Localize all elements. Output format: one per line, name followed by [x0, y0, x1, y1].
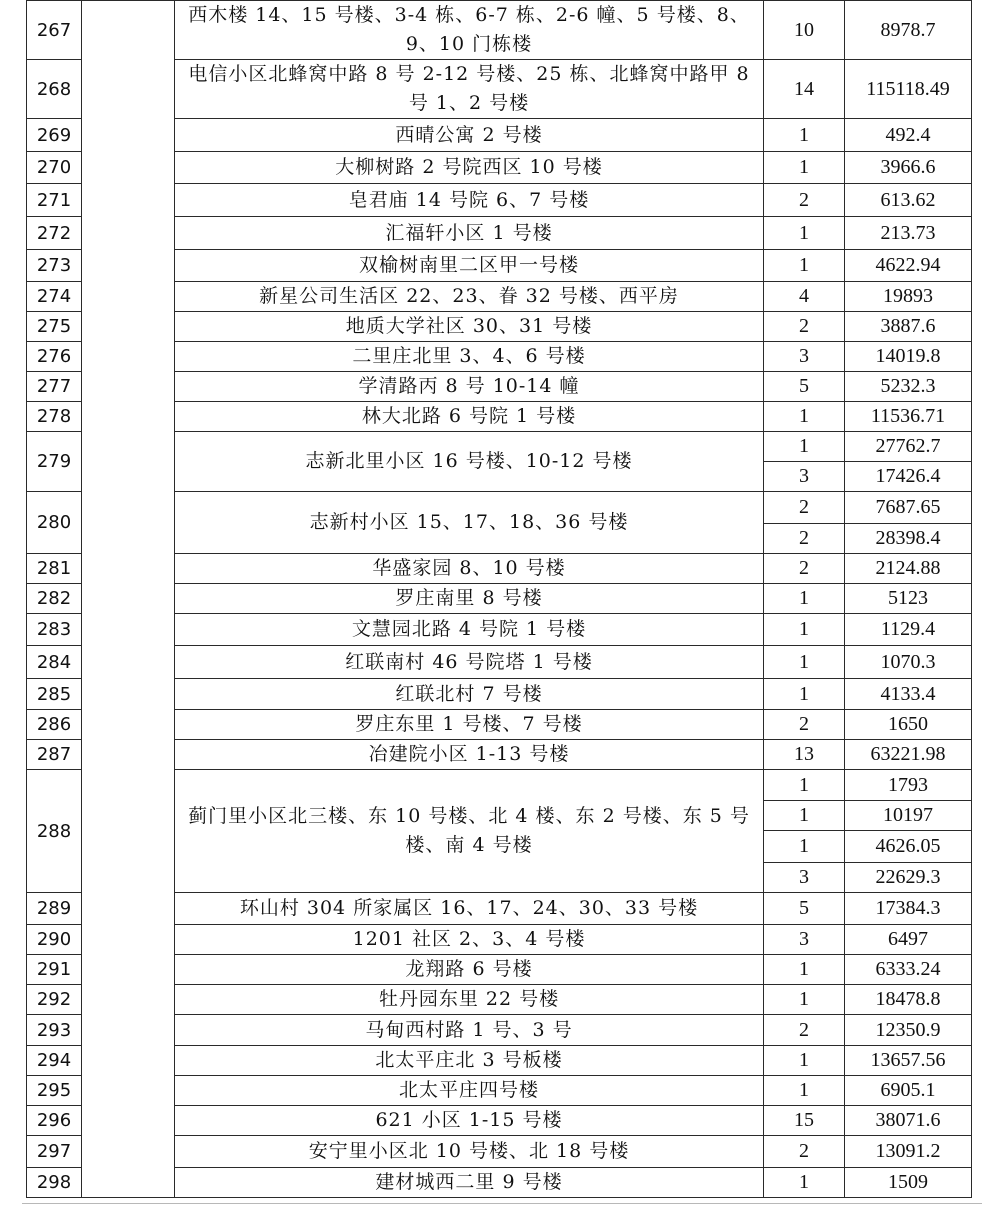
area-cell: 12350.9	[845, 1015, 972, 1046]
area-cell: 6333.24	[845, 955, 972, 985]
row-number-cell: 279	[27, 432, 82, 492]
row-number-cell: 288	[27, 770, 82, 893]
area-cell: 1650	[845, 710, 972, 740]
building-count-cell: 2	[764, 1015, 845, 1046]
building-count-cell: 1	[764, 1076, 845, 1106]
area-cell: 13657.56	[845, 1046, 972, 1076]
row-number-cell: 277	[27, 372, 82, 402]
building-name-cell: 文慧园北路 4 号院 1 号楼	[175, 614, 764, 646]
housing-table	[26, 0, 972, 1198]
building-count-cell: 1	[764, 432, 845, 462]
building-name-cell: 621 小区 1-15 号楼	[175, 1106, 764, 1136]
row-number-cell: 287	[27, 740, 82, 770]
row-number-cell: 285	[27, 679, 82, 710]
building-name-cell: 红联北村 7 号楼	[175, 679, 764, 710]
district-cell	[82, 1, 175, 1198]
building-name-cell: 罗庄南里 8 号楼	[175, 584, 764, 614]
area-cell: 6497	[845, 925, 972, 955]
building-count-cell: 3	[764, 342, 845, 372]
building-name-cell: 林大北路 6 号院 1 号楼	[175, 402, 764, 432]
row-number-cell: 295	[27, 1076, 82, 1106]
building-name-cell: 志新北里小区 16 号楼、10-12 号楼	[175, 432, 764, 492]
building-name-cell: 二里庄北里 3、4、6 号楼	[175, 342, 764, 372]
area-cell: 3887.6	[845, 312, 972, 342]
row-number-cell: 278	[27, 402, 82, 432]
area-cell: 10197	[845, 801, 972, 831]
row-number-cell: 289	[27, 893, 82, 925]
row-number-cell: 297	[27, 1136, 82, 1168]
building-count-cell: 1	[764, 152, 845, 184]
building-count-cell: 2	[764, 524, 845, 554]
row-number-cell: 274	[27, 282, 82, 312]
row-number-cell: 284	[27, 646, 82, 679]
area-cell: 4626.05	[845, 831, 972, 863]
row-number-cell: 281	[27, 554, 82, 584]
building-count-cell: 1	[764, 1168, 845, 1198]
area-cell: 613.62	[845, 184, 972, 217]
area-cell: 22629.3	[845, 863, 972, 893]
area-cell: 8978.7	[845, 1, 972, 60]
row-number-cell: 280	[27, 492, 82, 554]
building-name-cell: 罗庄东里 1 号楼、7 号楼	[175, 710, 764, 740]
row-number-cell: 270	[27, 152, 82, 184]
page-bottom-rule	[22, 1203, 982, 1204]
building-count-cell: 10	[764, 1, 845, 60]
building-name-cell: 环山村 304 所家属区 16、17、24、30、33 号楼	[175, 893, 764, 925]
building-name-cell: 建材城西二里 9 号楼	[175, 1168, 764, 1198]
area-cell: 17384.3	[845, 893, 972, 925]
building-count-cell: 2	[764, 492, 845, 524]
building-count-cell: 1	[764, 770, 845, 801]
area-cell: 17426.4	[845, 462, 972, 492]
area-cell: 63221.98	[845, 740, 972, 770]
building-name-cell: 北太平庄四号楼	[175, 1076, 764, 1106]
area-cell: 3966.6	[845, 152, 972, 184]
building-count-cell: 1	[764, 1046, 845, 1076]
area-cell: 28398.4	[845, 524, 972, 554]
row-number-cell: 282	[27, 584, 82, 614]
area-cell: 14019.8	[845, 342, 972, 372]
building-count-cell: 5	[764, 372, 845, 402]
building-count-cell: 1	[764, 801, 845, 831]
area-cell: 2124.88	[845, 554, 972, 584]
building-name-cell: 龙翔路 6 号楼	[175, 955, 764, 985]
building-count-cell: 1	[764, 646, 845, 679]
row-number-cell: 296	[27, 1106, 82, 1136]
building-count-cell: 3	[764, 863, 845, 893]
building-name-cell: 双榆树南里二区甲一号楼	[175, 250, 764, 282]
row-number-cell: 290	[27, 925, 82, 955]
building-count-cell: 1	[764, 584, 845, 614]
building-name-cell: 冶建院小区 1-13 号楼	[175, 740, 764, 770]
building-name-cell: 牡丹园东里 22 号楼	[175, 985, 764, 1015]
area-cell: 38071.6	[845, 1106, 972, 1136]
row-number-cell: 293	[27, 1015, 82, 1046]
row-number-cell: 291	[27, 955, 82, 985]
row-number-cell: 273	[27, 250, 82, 282]
building-name-cell: 北太平庄北 3 号板楼	[175, 1046, 764, 1076]
area-cell: 4133.4	[845, 679, 972, 710]
building-count-cell: 4	[764, 282, 845, 312]
building-name-cell: 大柳树路 2 号院西区 10 号楼	[175, 152, 764, 184]
building-count-cell: 15	[764, 1106, 845, 1136]
building-name-cell: 1201 社区 2、3、4 号楼	[175, 925, 764, 955]
table-row	[27, 1, 972, 60]
area-cell: 18478.8	[845, 985, 972, 1015]
building-name-cell: 地质大学社区 30、31 号楼	[175, 312, 764, 342]
building-name-cell: 红联南村 46 号院塔 1 号楼	[175, 646, 764, 679]
area-cell: 5123	[845, 584, 972, 614]
area-cell: 115118.49	[845, 60, 972, 119]
building-count-cell: 1	[764, 831, 845, 863]
building-count-cell: 2	[764, 184, 845, 217]
area-cell: 13091.2	[845, 1136, 972, 1168]
building-name-cell: 新星公司生活区 22、23、眷 32 号楼、西平房	[175, 282, 764, 312]
building-count-cell: 5	[764, 893, 845, 925]
area-cell: 19893	[845, 282, 972, 312]
building-name-cell: 电信小区北蜂窝中路 8 号 2-12 号楼、25 栋、北蜂窝中路甲 8 号 1、2 号楼	[175, 60, 764, 119]
area-cell: 5232.3	[845, 372, 972, 402]
area-cell: 27762.7	[845, 432, 972, 462]
building-name-cell: 安宁里小区北 10 号楼、北 18 号楼	[175, 1136, 764, 1168]
building-name-cell: 汇福轩小区 1 号楼	[175, 217, 764, 250]
building-count-cell: 1	[764, 614, 845, 646]
building-name-cell: 西木楼 14、15 号楼、3-4 栋、6-7 栋、2-6 幢、5 号楼、8、9、10 门栋楼	[175, 1, 764, 60]
row-number-cell: 268	[27, 60, 82, 119]
building-count-cell: 2	[764, 312, 845, 342]
building-count-cell: 14	[764, 60, 845, 119]
row-number-cell: 271	[27, 184, 82, 217]
row-number-cell: 275	[27, 312, 82, 342]
row-number-cell: 286	[27, 710, 82, 740]
row-number-cell: 276	[27, 342, 82, 372]
area-cell: 492.4	[845, 119, 972, 152]
building-count-cell: 1	[764, 679, 845, 710]
building-count-cell: 2	[764, 554, 845, 584]
building-count-cell: 2	[764, 1136, 845, 1168]
building-name-cell: 皂君庙 14 号院 6、7 号楼	[175, 184, 764, 217]
row-number-cell: 283	[27, 614, 82, 646]
area-cell: 7687.65	[845, 492, 972, 524]
building-name-cell: 华盛家园 8、10 号楼	[175, 554, 764, 584]
row-number-cell: 272	[27, 217, 82, 250]
building-count-cell: 1	[764, 985, 845, 1015]
building-name-cell: 学清路丙 8 号 10-14 幢	[175, 372, 764, 402]
area-cell: 1070.3	[845, 646, 972, 679]
area-cell: 4622.94	[845, 250, 972, 282]
area-cell: 6905.1	[845, 1076, 972, 1106]
building-name-cell: 蓟门里小区北三楼、东 10 号楼、北 4 楼、东 2 号楼、东 5 号楼、南 4 号楼	[175, 770, 764, 893]
building-count-cell: 1	[764, 250, 845, 282]
area-cell: 213.73	[845, 217, 972, 250]
building-count-cell: 3	[764, 925, 845, 955]
area-cell: 1509	[845, 1168, 972, 1198]
table-body	[27, 1, 972, 1198]
building-name-cell: 西晴公寓 2 号楼	[175, 119, 764, 152]
area-cell: 1793	[845, 770, 972, 801]
building-name-cell: 志新村小区 15、17、18、36 号楼	[175, 492, 764, 554]
building-count-cell: 2	[764, 710, 845, 740]
building-count-cell: 3	[764, 462, 845, 492]
building-count-cell: 1	[764, 217, 845, 250]
building-count-cell: 13	[764, 740, 845, 770]
row-number-cell: 298	[27, 1168, 82, 1198]
row-number-cell: 267	[27, 1, 82, 60]
row-number-cell: 294	[27, 1046, 82, 1076]
area-cell: 1129.4	[845, 614, 972, 646]
area-cell: 11536.71	[845, 402, 972, 432]
building-count-cell: 1	[764, 955, 845, 985]
building-count-cell: 1	[764, 119, 845, 152]
row-number-cell: 269	[27, 119, 82, 152]
building-name-cell: 马甸西村路 1 号、3 号	[175, 1015, 764, 1046]
row-number-cell: 292	[27, 985, 82, 1015]
building-count-cell: 1	[764, 402, 845, 432]
